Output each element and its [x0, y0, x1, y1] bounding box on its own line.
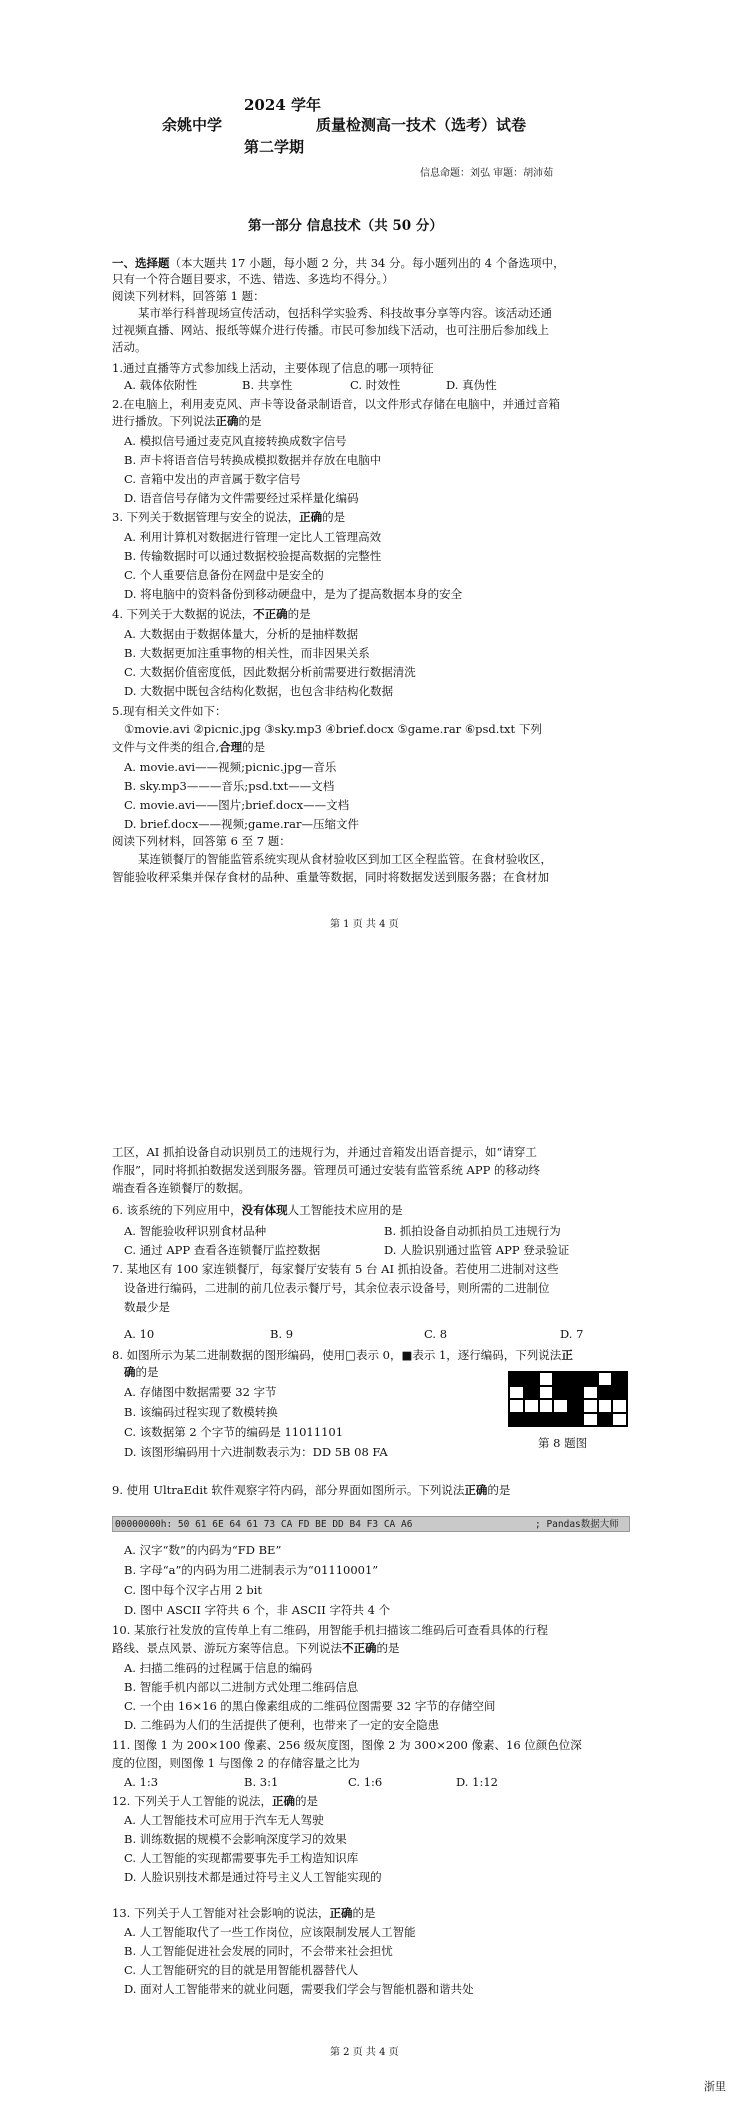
exam-semester: 第二学期	[244, 138, 305, 156]
corner-text: 浙里	[704, 2080, 726, 2093]
material-line: 端查看各连锁餐厅的数据。	[112, 1181, 250, 1195]
q2-stem: 2.在电脑上，利用麦克风、声卡等设备录制语音，以文件形式存储在电脑中，并通过音箱	[112, 397, 560, 411]
option: D. 大数据中既包含结构化数据，也包含非结构化数据	[124, 684, 394, 698]
grid-cell-black	[569, 1387, 582, 1399]
stem-text: 的是	[135, 1365, 159, 1379]
keyword: 不正确	[342, 1641, 377, 1655]
material-line: 活动。	[112, 340, 147, 354]
grid-cell-white	[613, 1414, 626, 1426]
q5-files: ①movie.avi ②picnic.jpg ③sky.mp3 ④brief.docx ⑤game.rar ⑥psd.txt 下列	[124, 722, 542, 736]
stem-text: 9. 使用 UltraEdit 软件观察字符内码，部分界面如图所示。下列说法	[112, 1483, 465, 1497]
q12-stem	[112, 1794, 318, 1809]
option: A. 模拟信号通过麦克风直接转换成数字信号	[124, 434, 347, 448]
stem-text: 的是	[287, 607, 311, 621]
material-line: 智能验收秤采集并保存食材的品种、重量等数据，同时将数据发送到服务器；在食材加	[112, 870, 549, 884]
option: B. 9	[270, 1327, 294, 1341]
keyword: 确	[124, 1365, 136, 1379]
option: C. 1:6	[348, 1775, 383, 1789]
option: C. 该数据第 2 个字节的编码是 11011101	[124, 1425, 344, 1439]
option: B. 字母“a”的内码为用二进制表示为“01110001”	[124, 1563, 379, 1577]
option: B. 大数据更加注重事物的相关性，而非因果关系	[124, 646, 370, 660]
stem-text: 的是	[487, 1483, 511, 1497]
grid-cell-black	[525, 1387, 538, 1399]
option: A. 人工智能取代了一些工作岗位，应该限制发展人工智能	[124, 1925, 416, 1939]
keyword: 合理	[219, 740, 243, 754]
option: A. 利用计算机对数据进行管理一定比人工管理高效	[124, 530, 382, 544]
option: D. 真伪性	[446, 378, 497, 392]
option: B. 抓拍设备自动抓拍员工违规行为	[384, 1224, 561, 1238]
option: B. 智能手机内部以二进制方式处理二维码信息	[124, 1680, 359, 1694]
option: D. 该图形编码用十六进制数表示为：DD 5B 08 FA	[124, 1445, 388, 1459]
option: D. 图中 ASCII 字符共 6 个，非 ASCII 字符共 4 个	[124, 1603, 391, 1617]
q7-stem: 设备进行编码，二进制的前几位表示餐厅号，其余位表示设备号，则所需的二进制位	[124, 1281, 550, 1295]
material-line: 作服”，同时将抓拍数据发送到服务器。管理员可通过安装有监管系统 APP 的移动终	[112, 1163, 540, 1177]
q10-stem	[112, 1641, 400, 1656]
option: D. 人脸识别通过监管 APP 登录验证	[384, 1243, 570, 1257]
grid-cell-white	[525, 1400, 538, 1412]
stem-text: 4. 下列关于大数据的说法，	[112, 607, 254, 621]
q11-stem: 11. 图像 1 为 200×100 像素、256 级灰度图，图像 2 为 300×200 像素、16 位颜色位深	[112, 1738, 582, 1752]
grid-cell-black	[569, 1414, 582, 1426]
section-desc-2: 只有一个符合题目要求，不选、错选、多选均不得分。）	[112, 272, 394, 286]
q11-options	[112, 1775, 652, 1790]
option: B. sky.mp3———音乐;psd.txt——文档	[124, 779, 335, 793]
stem-text: 的是	[322, 510, 346, 524]
ultraedit-hex-row	[112, 1516, 630, 1532]
option: A. 大数据由于数据体量大，分析的是抽样数据	[124, 627, 359, 641]
hex-bytes: 00000000h: 50 61 6E 64 61 73 CA FD BE DD B4 F3 CA A6	[115, 1519, 413, 1530]
option: D. 语音信号存储为文件需要经过采样量化编码	[124, 491, 359, 505]
grid-cell-black	[510, 1414, 523, 1426]
q11-stem: 度的位图，则图像 1 与图像 2 的存储容量之比为	[112, 1756, 360, 1770]
grid-cell-black	[554, 1373, 567, 1385]
option: C. 图中每个汉字占用 2 bit	[124, 1583, 262, 1597]
grid-cell-white	[584, 1387, 597, 1399]
q7-options	[112, 1327, 652, 1342]
keyword: 正	[561, 1348, 573, 1362]
option: C. 一个由 16×16 的黑白像素组成的二维码位图需要 32 字节的存储空间	[124, 1699, 496, 1713]
grid-cell-black	[510, 1373, 523, 1385]
stem-text: 13. 下列关于人工智能对社会影响的说法，	[112, 1906, 330, 1920]
grid-cell-black	[525, 1373, 538, 1385]
grid-cell-white	[599, 1400, 612, 1412]
option: C. 大数据价值密度低，因此数据分析前需要进行数据清洗	[124, 665, 416, 679]
keyword: 正确	[329, 1906, 353, 1920]
stem-text: 的是	[376, 1641, 400, 1655]
q5-stem: 5.现有相关文件如下：	[112, 704, 227, 718]
figure-caption: 第 8 题图	[538, 1436, 588, 1450]
option: A. 1:3	[124, 1775, 159, 1789]
q8-stem	[112, 1348, 573, 1363]
option: B. 该编码过程实现了数模转换	[124, 1405, 278, 1419]
option: B. 声卡将语音信号转换成模拟数据并存放在电脑中	[124, 453, 382, 467]
grid-cell-black	[525, 1414, 538, 1426]
page-footer: 第 1 页 共 4 页	[330, 919, 399, 930]
section-label: 一、选择题	[112, 256, 170, 270]
material-line: 某连锁餐厅的智能监管系统实现从食材验收区到加工区全程监管。在食材验收区，	[138, 852, 552, 866]
grid-cell-black	[569, 1373, 582, 1385]
q5-stem	[112, 740, 265, 755]
grid-cell-black	[554, 1414, 567, 1426]
q1-stem: 1.通过直播等方式参加线上活动，主要体现了信息的哪一项特征	[112, 361, 434, 375]
grid-cell-white	[540, 1387, 553, 1399]
exam-credits: 信息命题：刘弘 审题：胡沛茹	[420, 168, 554, 179]
option: D. 面对人工智能带来的就业问题，需要我们学会与智能机器和谐共处	[124, 1982, 474, 1996]
stem-text: 的是	[238, 414, 262, 428]
q13-stem	[112, 1906, 375, 1921]
q1-options	[112, 378, 652, 393]
option: D. 二维码为人们的生活提供了便利，也带来了一定的安全隐患	[124, 1718, 440, 1732]
keyword: 正确	[299, 510, 323, 524]
material-line: 过视频直播、网站、报纸等媒介进行传播。市民可参加线下活动，也可注册后参加线上	[112, 323, 549, 337]
q10-stem: 10. 某旅行社发放的宣传单上有二维码，用智能手机扫描该二维码后可查看具体的行程	[112, 1623, 548, 1637]
stem-text: 进行播放。下列说法	[112, 414, 216, 428]
read-intro: 阅读下列材料，回答第 1 题：	[112, 289, 265, 303]
section-heading	[112, 256, 565, 271]
grid-cell-black	[599, 1414, 612, 1426]
section-desc: （本大题共 17 小题，每小题 2 分，共 34 分。每小题列出的 4 个备选项中，	[169, 256, 565, 270]
q7-stem: 7. 某地区有 100 家连锁餐厅，每家餐厅安装有 5 台 AI 抓拍设备。若使用二进制对这些	[112, 1262, 559, 1276]
q3-stem	[112, 510, 345, 525]
exam-year: 2024 学年	[244, 96, 321, 114]
stem-text: 8. 如图所示为某二进制数据的图形编码，使用□表示 0，■表示 1，逐行编码，下列说法	[112, 1348, 562, 1362]
option: A. 人工智能技术可应用于汽车无人驾驶	[124, 1813, 324, 1827]
option: B. 共享性	[242, 378, 293, 392]
option: C. 音箱中发出的声音属于数字信号	[124, 472, 301, 486]
stem-text: 的是	[294, 1794, 318, 1808]
grid-cell-black	[540, 1414, 553, 1426]
q8-stem	[124, 1365, 159, 1380]
grid-cell-white	[599, 1373, 612, 1385]
option: C. movie.avi——图片;brief.docx——文档	[124, 798, 350, 812]
q6-stem	[112, 1203, 403, 1218]
grid-cell-white	[554, 1400, 567, 1412]
keyword: 没有体现	[241, 1203, 288, 1217]
option: A. movie.avi——视频;picnic.jpg—音乐	[124, 760, 337, 774]
option: C. 时效性	[350, 378, 401, 392]
stem-text: 人工智能技术应用的是	[287, 1203, 403, 1217]
stem-text: 的是	[242, 740, 266, 754]
part-title: 第一部分 信息技术（共 50 分）	[248, 218, 443, 234]
page-footer: 第 2 页 共 4 页	[330, 2047, 399, 2058]
grid-cell-black	[599, 1387, 612, 1399]
grid-cell-black	[613, 1387, 626, 1399]
grid-cell-white	[613, 1400, 626, 1412]
read-intro: 阅读下列材料，回答第 6 至 7 题：	[112, 834, 291, 848]
q7-stem: 数最少是	[124, 1300, 170, 1314]
option: C. 通过 APP 查看各连锁餐厅监控数据	[124, 1243, 321, 1257]
grid-cell-white	[510, 1387, 523, 1399]
exam-title: 质量检测高一技术（选考）试卷	[316, 116, 527, 134]
school-name: 余姚中学	[162, 116, 223, 134]
option: D. 7	[560, 1327, 584, 1341]
q9-stem	[112, 1483, 510, 1498]
grid-cell-black	[554, 1387, 567, 1399]
grid-cell-white	[510, 1400, 523, 1412]
grid-cell-white	[584, 1414, 597, 1426]
option: B. 人工智能促进社会发展的同时，不会带来社会担忧	[124, 1944, 393, 1958]
stem-text: 6. 该系统的下列应用中，	[112, 1203, 242, 1217]
grid-cell-white	[540, 1400, 553, 1412]
q4-stem	[112, 607, 311, 622]
option: D. 1:12	[456, 1775, 498, 1789]
grid-cell-white	[540, 1373, 553, 1385]
stem-text: 的是	[352, 1906, 376, 1920]
option: A. 10	[124, 1327, 155, 1341]
option: C. 个人重要信息备份在网盘中是安全的	[124, 568, 324, 582]
keyword: 正确	[215, 414, 239, 428]
option: A. 载体依附性	[124, 378, 198, 392]
option: B. 3:1	[244, 1775, 279, 1789]
option: C. 人工智能研究的目的就是用智能机器替代人	[124, 1963, 359, 1977]
option: A. 存储图中数据需要 32 字节	[124, 1385, 277, 1399]
option: D. 人脸识别技术都是通过符号主义人工智能实现的	[124, 1870, 382, 1884]
keyword: 正确	[271, 1794, 295, 1808]
page-1	[0, 0, 744, 1000]
grid-cell-black	[613, 1373, 626, 1385]
option: C. 人工智能的实现都需要事先手工构造知识库	[124, 1851, 359, 1865]
material-line: 工区，AI 抓拍设备自动识别员工的违规行为，并通过音箱发出语音提示，如“请穿工	[112, 1145, 537, 1159]
option: C. 8	[424, 1327, 448, 1341]
option: A. 汉字“数”的内码为“FD BE”	[124, 1543, 282, 1557]
stem-text: 12. 下列关于人工智能的说法，	[112, 1794, 272, 1808]
option: B. 训练数据的规模不会影响深度学习的效果	[124, 1832, 347, 1846]
option: B. 传输数据时可以通过数据校验提高数据的完整性	[124, 549, 382, 563]
keyword: 不正确	[253, 607, 288, 621]
grid-cell-black	[569, 1400, 582, 1412]
grid-cell-black	[584, 1373, 597, 1385]
option: D. 将电脑中的资料备份到移动硬盘中，是为了提高数据本身的安全	[124, 587, 463, 601]
stem-text: 文件与文件类的组合,	[112, 740, 220, 754]
q2-stem	[112, 414, 262, 429]
stem-text: 3. 下列关于数据管理与安全的说法，	[112, 510, 300, 524]
binary-grid-figure	[508, 1371, 628, 1427]
stem-text: 路线、景点风景、游玩方案等信息。下列说法	[112, 1641, 342, 1655]
material-line: 某市举行科普现场宣传活动，包括科学实验秀、科技故事分享等内容。该活动还通	[138, 306, 552, 320]
option: D. brief.docx——视频;game.rar—压缩文件	[124, 817, 359, 831]
grid-cell-white	[584, 1400, 597, 1412]
option: A. 扫描二维码的过程属于信息的编码	[124, 1661, 313, 1675]
option: A. 智能验收秤识别食材品种	[124, 1224, 267, 1238]
keyword: 正确	[464, 1483, 488, 1497]
hex-ascii: ; Pandas数据大师	[535, 1519, 619, 1530]
